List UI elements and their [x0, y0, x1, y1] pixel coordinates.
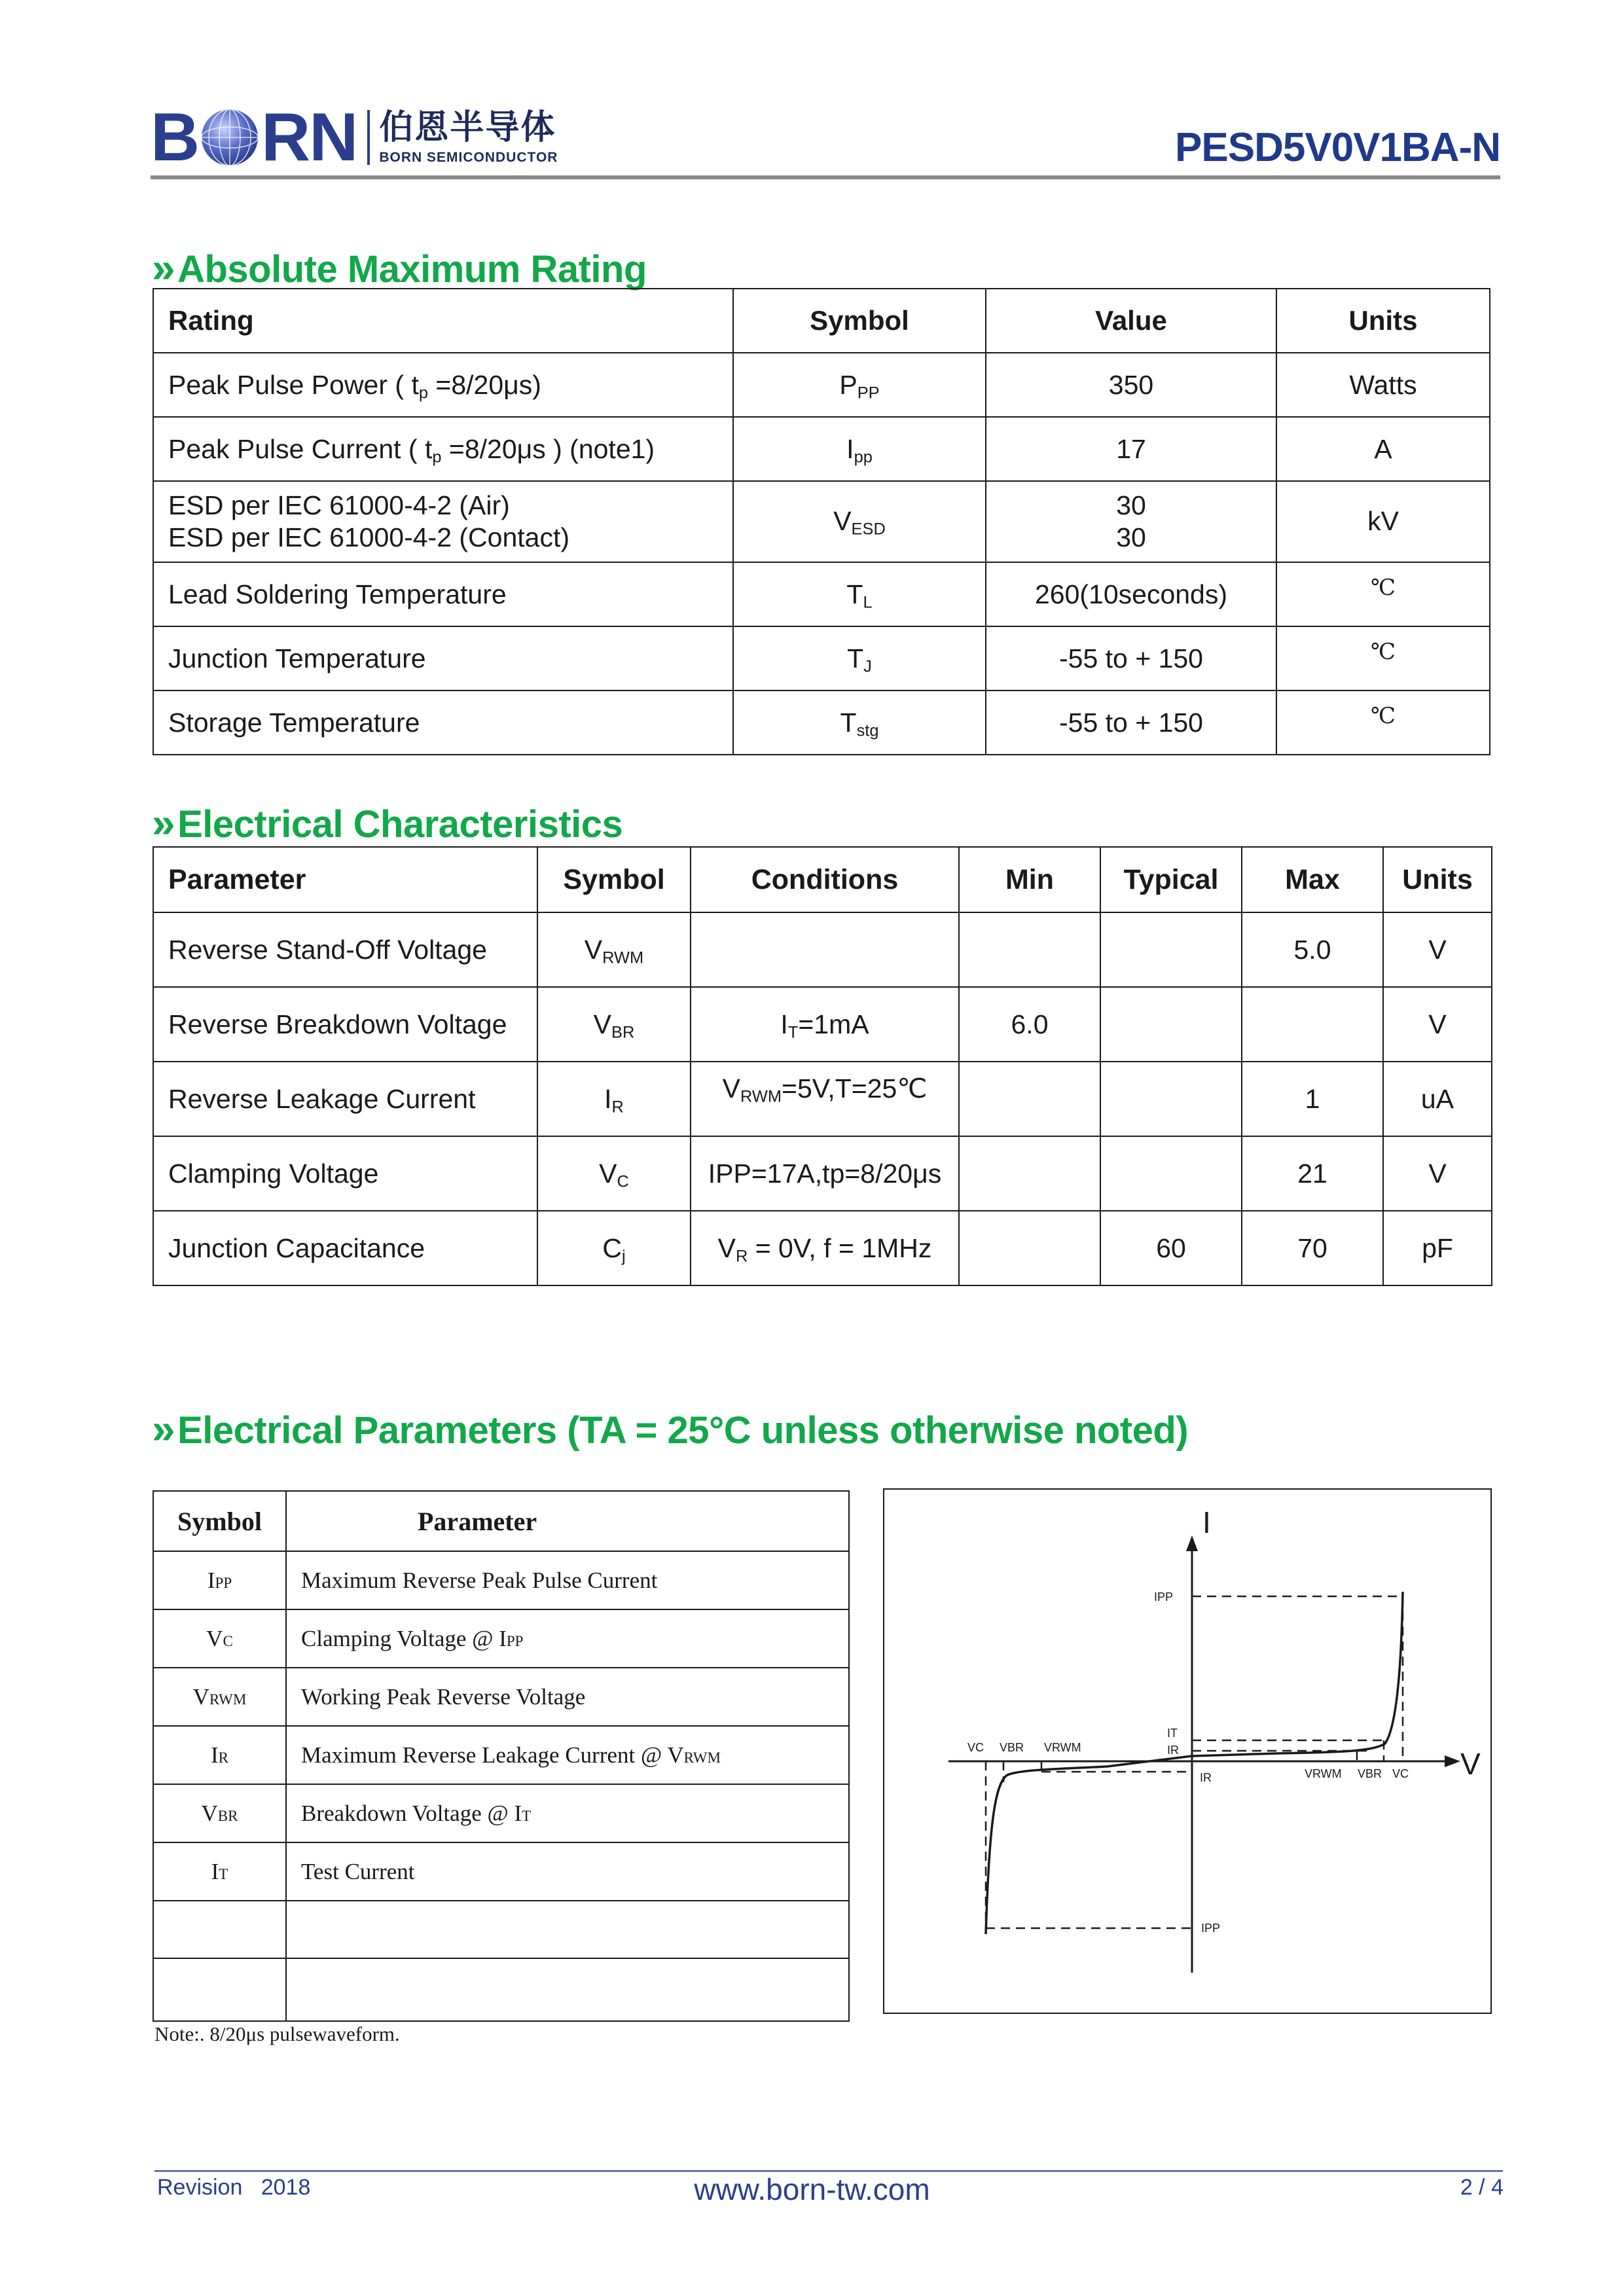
table-row: [153, 353, 1490, 417]
label-vrwm-right: VRWM: [1305, 1767, 1342, 1780]
symbol-text: I: [211, 1858, 219, 1884]
rating-cell: Storage Temperature: [153, 691, 733, 755]
units-cell: ℃: [1276, 691, 1490, 755]
conditions-cell: [691, 1211, 959, 1285]
logo-wordmark: [151, 99, 357, 175]
header-symbol: Symbol: [537, 847, 691, 912]
table-header-row: [153, 847, 1492, 912]
table-row: [153, 1726, 849, 1784]
footnote: Note:. 8/20μs pulsewaveform.: [154, 2022, 400, 2045]
symbol-text: I: [210, 1742, 219, 1768]
rating-cell: Junction Temperature: [153, 626, 733, 691]
rating-cell: [153, 417, 733, 481]
table-row: [153, 1668, 849, 1726]
symbol-text: T: [840, 707, 857, 738]
conditions-text: =5V,T=25℃: [782, 1073, 928, 1103]
header-typical: Typical: [1100, 847, 1242, 912]
rating-text: ESD per IEC 61000-4-2 (Air): [168, 490, 510, 520]
conditions-text: =1mA: [798, 1009, 869, 1039]
min-cell: [959, 1211, 1100, 1285]
voltage-axis-arrow: [1445, 1755, 1460, 1767]
section-title-electrical-characteristics: [152, 798, 623, 847]
logo-english-name: BORN SEMICONDUCTOR: [379, 149, 558, 165]
units-cell: Watts: [1276, 353, 1490, 417]
parameter-text: Working Peak Reverse Voltage: [301, 1683, 586, 1710]
parameter-text: Breakdown Voltage @: [301, 1800, 514, 1826]
header-units: Units: [1383, 847, 1492, 912]
typical-cell: [1100, 1136, 1242, 1211]
conditions-text: = 0V, f = 1MHz: [748, 1232, 932, 1263]
footer-revision: Revision 2018: [157, 2175, 311, 2200]
symbol-subscript: R: [611, 1097, 624, 1116]
parameter-cell: [286, 1784, 849, 1842]
typical-cell: [1100, 912, 1242, 987]
part-number: PESD5V0V1BA-N: [1175, 125, 1500, 170]
symbol-subscript: BR: [611, 1022, 635, 1041]
symbol-text: C: [602, 1232, 622, 1263]
symbol-cell: [733, 562, 986, 626]
value-text: 30: [1116, 490, 1146, 520]
label-vc-left: VC: [967, 1741, 984, 1754]
globe-icon: [200, 107, 260, 168]
typical-cell: [1100, 987, 1242, 1062]
value-cell: 17: [986, 417, 1276, 481]
axis-label-i: I: [1202, 1505, 1211, 1539]
value-cell: -55 to + 150: [986, 626, 1276, 691]
section-title-text: Electrical Characteristics: [177, 803, 623, 846]
footer-page-number: 2 / 4: [1460, 2175, 1504, 2200]
conditions-subscript: R: [735, 1246, 748, 1265]
symbol-text: V: [593, 1009, 612, 1039]
logo-chinese-block: [379, 109, 558, 165]
symbol-cell: [537, 987, 691, 1062]
parameter-cell: [286, 1609, 849, 1668]
logo-divider: [367, 110, 370, 165]
parameter-cell: [286, 1726, 849, 1784]
symbol-subscript: j: [621, 1246, 626, 1265]
axis-label-v: V: [1460, 1747, 1481, 1781]
table-row: [153, 417, 1490, 481]
empty-cell: [153, 1958, 286, 2021]
chevron-icon: »: [152, 799, 175, 846]
symbol-text: T: [847, 643, 864, 673]
min-cell: [959, 1062, 1100, 1136]
value-text: 30: [1116, 522, 1146, 552]
parameter-text: Test Current: [301, 1858, 415, 1884]
label-vrwm-left: VRWM: [1044, 1741, 1081, 1754]
rating-cell: [153, 481, 733, 562]
units-cell: ℃: [1276, 626, 1490, 691]
empty-cell: [286, 1901, 849, 1958]
chevron-icon: »: [152, 1405, 175, 1452]
parameter-cell: Clamping Voltage: [153, 1136, 537, 1211]
rating-text: Peak Pulse Current ( t: [168, 433, 433, 464]
symbol-small-caps: BR: [217, 1806, 238, 1824]
conditions-cell: IPP=17A,tp=8/20μs: [691, 1136, 959, 1211]
min-cell: [959, 1136, 1100, 1211]
table-row: [153, 912, 1492, 987]
header-divider: [151, 175, 1500, 179]
table-header-row: [153, 1491, 849, 1551]
symbol-small-caps: PP: [215, 1573, 232, 1591]
conditions-text: V: [717, 1232, 736, 1263]
rating-cell: [153, 353, 733, 417]
rating-cell: Lead Soldering Temperature: [153, 562, 733, 626]
value-cell: 350: [986, 353, 1276, 417]
parameter-text: Clamping Voltage @: [301, 1625, 499, 1651]
symbol-subscript: stg: [856, 721, 879, 740]
empty-cell: [153, 1901, 286, 1958]
table-row: [153, 1551, 849, 1609]
conditions-subscript: RWM: [740, 1087, 782, 1106]
parameter-symbol-sc: PP: [506, 1632, 524, 1649]
parameter-cell: [286, 1842, 849, 1901]
table-row: [153, 481, 1490, 562]
current-axis-arrow: [1186, 1535, 1198, 1551]
symbol-cell: [733, 481, 986, 562]
symbol-subscript: PP: [857, 383, 880, 402]
symbol-cell: [153, 1551, 286, 1609]
max-cell: 5.0: [1242, 912, 1383, 987]
label-vc-right: VC: [1392, 1767, 1409, 1780]
symbol-small-caps: C: [223, 1632, 233, 1649]
units-cell: V: [1383, 987, 1492, 1062]
iv-characteristic-diagram: [883, 1488, 1492, 2014]
conditions-cell: [691, 912, 959, 987]
iv-curve: [986, 1592, 1403, 1934]
parameter-symbol-sc: RWM: [683, 1748, 721, 1766]
header-value: Value: [986, 289, 1276, 353]
symbol-text: I: [207, 1567, 215, 1593]
header-max: Max: [1242, 847, 1383, 912]
rating-text: =8/20μs): [427, 369, 541, 400]
symbol-cell: [733, 691, 986, 755]
empty-cell: [286, 1958, 849, 2021]
section-title-absolute-max: [152, 243, 647, 292]
company-logo: [151, 99, 558, 175]
symbol-text: I: [604, 1083, 612, 1114]
header-parameter: Parameter: [286, 1491, 849, 1551]
symbol-subscript: ESD: [851, 520, 886, 539]
table-row: [153, 626, 1490, 691]
table-row: [153, 562, 1490, 626]
symbol-text: V: [192, 1683, 209, 1710]
parameter-cell: Reverse Leakage Current: [153, 1062, 537, 1136]
symbol-subscript: L: [863, 592, 873, 611]
symbol-text: V: [833, 506, 852, 537]
label-vbr-right: VBR: [1358, 1767, 1382, 1780]
chevron-icon: »: [152, 244, 175, 291]
table-row: [153, 1784, 849, 1842]
table-row: [153, 1136, 1492, 1211]
section-title-text: Absolute Maximum Rating: [177, 248, 647, 291]
parameter-symbol: I: [514, 1800, 522, 1826]
symbol-small-caps: RWM: [209, 1690, 247, 1708]
symbol-cell: [153, 1842, 286, 1901]
symbol-text: V: [201, 1800, 218, 1826]
units-cell: ℃: [1276, 562, 1490, 626]
table-row: [153, 1062, 1492, 1136]
symbol-cell: [537, 1211, 691, 1285]
symbol-text: V: [584, 934, 603, 965]
units-cell: V: [1383, 912, 1492, 987]
table-row: [153, 1609, 849, 1668]
header-parameter: Parameter: [153, 847, 537, 912]
min-cell: 6.0: [959, 987, 1100, 1062]
header-symbol: Symbol: [733, 289, 986, 353]
conditions-cell: [691, 1062, 959, 1136]
label-ipp-bottom: IPP: [1201, 1922, 1221, 1935]
symbol-subscript: C: [617, 1172, 629, 1191]
typical-cell: [1100, 1062, 1242, 1136]
footer-website-link[interactable]: www.born-tw.com: [694, 2172, 930, 2206]
units-cell: V: [1383, 1136, 1492, 1211]
logo-letter-b: B: [151, 99, 199, 175]
rating-text: =8/20μs ) (note1): [441, 433, 655, 464]
parameter-text: Maximum Reverse Peak Pulse Current: [301, 1567, 658, 1593]
conditions-cell: [691, 987, 959, 1062]
absolute-max-table: [153, 288, 1490, 755]
header-rating: Rating: [153, 289, 733, 353]
parameter-text: Maximum Reverse Leakage Current @: [301, 1742, 668, 1768]
label-vbr-left: VBR: [1000, 1741, 1024, 1754]
symbol-cell: [153, 1784, 286, 1842]
symbol-text: I: [846, 433, 854, 464]
units-cell: A: [1276, 417, 1490, 481]
table-row-empty: [153, 1901, 849, 1958]
symbol-cell: [153, 1726, 286, 1784]
table-row: [153, 691, 1490, 755]
header-symbol: Symbol: [153, 1491, 286, 1551]
rating-subscript: p: [418, 383, 428, 402]
symbol-cell: [733, 417, 986, 481]
symbol-subscript: RWM: [602, 948, 644, 967]
rating-text: Peak Pulse Power ( t: [168, 369, 419, 400]
table-header-row: [153, 289, 1490, 353]
parameter-cell: Reverse Stand-Off Voltage: [153, 912, 537, 987]
table-row: [153, 1842, 849, 1901]
label-ipp-top: IPP: [1154, 1590, 1174, 1604]
symbol-small-caps: T: [219, 1865, 228, 1882]
electrical-characteristics-table: [153, 846, 1492, 1286]
diagram-labels: [967, 1505, 1481, 1935]
header-units: Units: [1276, 289, 1490, 353]
page-header: [151, 99, 1500, 183]
symbol-cell: [153, 1609, 286, 1668]
units-cell: kV: [1276, 481, 1490, 562]
parameter-symbol: V: [667, 1742, 684, 1768]
label-ir-neg: IR: [1200, 1771, 1212, 1784]
parameter-cell: Reverse Breakdown Voltage: [153, 987, 537, 1062]
logo-letters-rn: RN: [261, 99, 357, 175]
symbol-cell: [537, 1136, 691, 1211]
symbol-text: T: [846, 579, 863, 609]
symbol-cell: [537, 912, 691, 987]
label-it: IT: [1167, 1727, 1178, 1740]
parameter-cell: [286, 1551, 849, 1609]
conditions-text: V: [722, 1073, 740, 1103]
symbol-text: V: [206, 1625, 223, 1651]
symbol-cell: [733, 353, 986, 417]
symbol-subscript: pp: [854, 447, 873, 466]
symbol-text: V: [599, 1158, 617, 1189]
section-title-text: Electrical Parameters (TA = 25°C unless otherwise noted): [177, 1409, 1189, 1452]
max-cell: 1: [1242, 1062, 1383, 1136]
table-row: [153, 1211, 1492, 1285]
header-conditions: Conditions: [691, 847, 959, 912]
max-cell: [1242, 987, 1383, 1062]
min-cell: [959, 912, 1100, 987]
header-min: Min: [959, 847, 1100, 912]
section-title-electrical-parameters: [152, 1405, 1188, 1453]
symbol-cell: [537, 1062, 691, 1136]
units-cell: pF: [1383, 1211, 1492, 1285]
iv-curve-svg: [884, 1490, 1490, 2013]
table-row: [153, 987, 1492, 1062]
symbol-small-caps: R: [218, 1748, 229, 1766]
typical-cell: 60: [1100, 1211, 1242, 1285]
parameter-symbol-sc: T: [522, 1806, 532, 1824]
rating-subscript: p: [432, 447, 442, 466]
symbol-cell: [153, 1668, 286, 1726]
units-cell: uA: [1383, 1062, 1492, 1136]
value-cell: [986, 481, 1276, 562]
parameter-symbol: I: [499, 1625, 507, 1651]
value-cell: -55 to + 150: [986, 691, 1276, 755]
rating-text: ESD per IEC 61000-4-2 (Contact): [168, 522, 569, 552]
parameter-cell: [286, 1668, 849, 1726]
logo-chinese-name: 伯恩半导体: [379, 108, 556, 148]
symbol-subscript: J: [863, 656, 872, 675]
conditions-subscript: T: [787, 1022, 799, 1041]
max-cell: 21: [1242, 1136, 1383, 1211]
symbol-text: P: [839, 369, 857, 400]
max-cell: 70: [1242, 1211, 1383, 1285]
value-cell: 260(10seconds): [986, 562, 1276, 626]
conditions-text: I: [780, 1009, 788, 1039]
symbol-cell: [733, 626, 986, 691]
electrical-parameters-table: [153, 1490, 850, 2022]
table-row-empty: [153, 1958, 849, 2021]
label-ir: IR: [1167, 1744, 1179, 1757]
parameter-cell: Junction Capacitance: [153, 1211, 537, 1285]
